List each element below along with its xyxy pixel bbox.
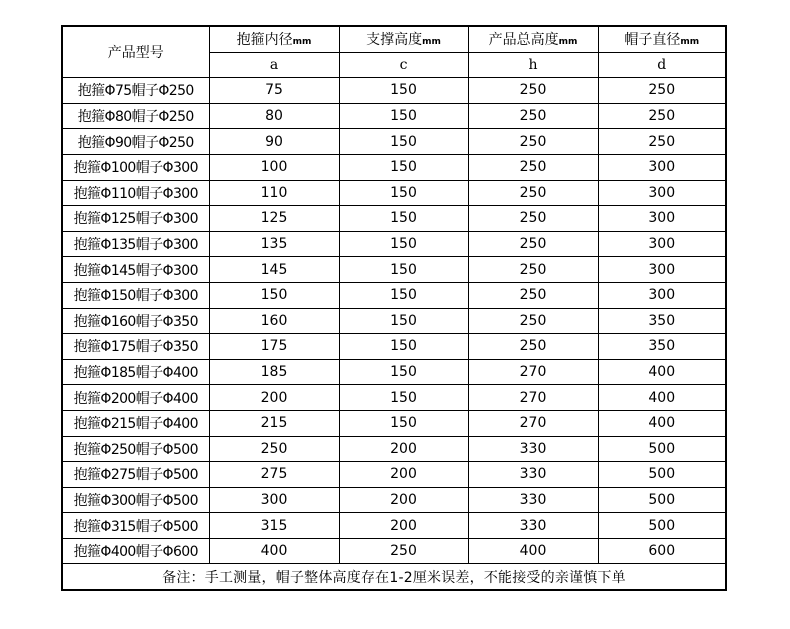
value-cell-c: 150 xyxy=(339,308,468,334)
value-cell-h: 270 xyxy=(468,410,598,436)
value-cell-h: 250 xyxy=(468,180,598,206)
value-cell-a: 145 xyxy=(209,257,339,283)
value-cell-d: 300 xyxy=(598,231,726,257)
value-cell-d: 500 xyxy=(598,487,726,513)
model-cell: 抱箍Φ175帽子Φ350 xyxy=(62,334,209,360)
spec-table-container xyxy=(61,25,725,591)
value-cell-a: 275 xyxy=(209,462,339,488)
value-cell-a: 125 xyxy=(209,206,339,232)
value-cell-a: 200 xyxy=(209,385,339,411)
value-cell-h: 330 xyxy=(468,513,598,539)
model-cell: 抱箍Φ300帽子Φ500 xyxy=(62,487,209,513)
model-cell: 抱箍Φ400帽子Φ600 xyxy=(62,538,209,564)
table-row xyxy=(62,103,726,129)
value-cell-c: 200 xyxy=(339,513,468,539)
table-row xyxy=(62,257,726,283)
value-cell-h: 250 xyxy=(468,231,598,257)
spec-table xyxy=(61,25,727,591)
value-cell-a: 160 xyxy=(209,308,339,334)
value-cell-a: 110 xyxy=(209,180,339,206)
model-cell: 抱箍Φ75帽子Φ250 xyxy=(62,78,209,104)
value-cell-d: 350 xyxy=(598,308,726,334)
value-cell-c: 150 xyxy=(339,206,468,232)
table-row xyxy=(62,462,726,488)
value-cell-h: 250 xyxy=(468,129,598,155)
column-header-c-label: 支撑高度 xyxy=(366,32,423,49)
value-cell-d: 500 xyxy=(598,436,726,462)
value-cell-a: 75 xyxy=(209,78,339,104)
column-header-a-label: 抱箍内径 xyxy=(236,32,293,49)
column-header-h xyxy=(468,26,598,52)
value-cell-d: 300 xyxy=(598,180,726,206)
value-cell-c: 150 xyxy=(339,180,468,206)
model-cell: 抱箍Φ100帽子Φ300 xyxy=(62,154,209,180)
model-cell: 抱箍Φ125帽子Φ300 xyxy=(62,206,209,232)
table-row xyxy=(62,231,726,257)
table-row xyxy=(62,487,726,513)
value-cell-c: 150 xyxy=(339,410,468,436)
table-row xyxy=(62,154,726,180)
header-row-labels xyxy=(62,26,726,52)
value-cell-c: 200 xyxy=(339,487,468,513)
column-header-d-label: 帽子直径 xyxy=(624,32,681,49)
value-cell-d: 500 xyxy=(598,462,726,488)
value-cell-d: 250 xyxy=(598,129,726,155)
value-cell-d: 600 xyxy=(598,538,726,564)
column-header-a-unit: mm xyxy=(292,37,312,48)
column-symbol-c: c xyxy=(339,52,468,78)
table-row xyxy=(62,180,726,206)
model-cell: 抱箍Φ215帽子Φ400 xyxy=(62,410,209,436)
value-cell-a: 185 xyxy=(209,359,339,385)
value-cell-h: 270 xyxy=(468,385,598,411)
value-cell-a: 90 xyxy=(209,129,339,155)
table-row xyxy=(62,78,726,104)
model-cell: 抱箍Φ80帽子Φ250 xyxy=(62,103,209,129)
column-header-d-unit: mm xyxy=(680,37,700,48)
value-cell-h: 250 xyxy=(468,103,598,129)
model-cell: 抱箍Φ160帽子Φ350 xyxy=(62,308,209,334)
value-cell-c: 200 xyxy=(339,462,468,488)
table-row xyxy=(62,282,726,308)
value-cell-a: 315 xyxy=(209,513,339,539)
value-cell-a: 400 xyxy=(209,538,339,564)
model-cell: 抱箍Φ275帽子Φ500 xyxy=(62,462,209,488)
value-cell-d: 400 xyxy=(598,385,726,411)
value-cell-h: 330 xyxy=(468,487,598,513)
value-cell-a: 100 xyxy=(209,154,339,180)
model-cell: 抱箍Φ200帽子Φ400 xyxy=(62,385,209,411)
value-cell-h: 250 xyxy=(468,282,598,308)
column-symbol-d: d xyxy=(598,52,726,78)
value-cell-h: 330 xyxy=(468,436,598,462)
table-row xyxy=(62,385,726,411)
value-cell-a: 135 xyxy=(209,231,339,257)
table-row xyxy=(62,538,726,564)
value-cell-d: 400 xyxy=(598,410,726,436)
value-cell-h: 250 xyxy=(468,78,598,104)
value-cell-c: 150 xyxy=(339,103,468,129)
value-cell-h: 250 xyxy=(468,206,598,232)
column-header-d xyxy=(598,26,726,52)
table-row xyxy=(62,436,726,462)
table-row xyxy=(62,129,726,155)
model-cell: 抱箍Φ250帽子Φ500 xyxy=(62,436,209,462)
model-cell: 抱箍Φ145帽子Φ300 xyxy=(62,257,209,283)
column-symbol-a: a xyxy=(209,52,339,78)
value-cell-h: 250 xyxy=(468,308,598,334)
value-cell-c: 150 xyxy=(339,257,468,283)
table-row xyxy=(62,513,726,539)
note-row xyxy=(62,564,726,590)
column-header-c-unit: mm xyxy=(422,37,441,48)
spec-table-body xyxy=(62,78,726,564)
column-symbol-h: h xyxy=(468,52,598,78)
table-row xyxy=(62,410,726,436)
value-cell-a: 250 xyxy=(209,436,339,462)
value-cell-c: 150 xyxy=(339,359,468,385)
value-cell-a: 80 xyxy=(209,103,339,129)
value-cell-d: 250 xyxy=(598,78,726,104)
model-header: 产品型号 xyxy=(62,26,209,78)
value-cell-c: 150 xyxy=(339,385,468,411)
value-cell-d: 400 xyxy=(598,359,726,385)
value-cell-a: 150 xyxy=(209,282,339,308)
column-header-h-unit: mm xyxy=(558,37,578,48)
value-cell-c: 150 xyxy=(339,129,468,155)
model-cell: 抱箍Φ110帽子Φ300 xyxy=(62,180,209,206)
value-cell-d: 350 xyxy=(598,334,726,360)
value-cell-c: 200 xyxy=(339,436,468,462)
value-cell-h: 330 xyxy=(468,462,598,488)
table-row xyxy=(62,308,726,334)
table-row xyxy=(62,334,726,360)
value-cell-c: 250 xyxy=(339,538,468,564)
model-cell: 抱箍Φ315帽子Φ500 xyxy=(62,513,209,539)
value-cell-a: 175 xyxy=(209,334,339,360)
value-cell-a: 300 xyxy=(209,487,339,513)
value-cell-d: 300 xyxy=(598,282,726,308)
column-header-h-label: 产品总高度 xyxy=(488,32,559,49)
note-text: 备注：手工测量，帽子整体高度存在1-2厘米误差，不能接受的亲谨慎下单 xyxy=(62,564,726,590)
column-header-c xyxy=(339,26,468,52)
model-cell: 抱箍Φ135帽子Φ300 xyxy=(62,231,209,257)
value-cell-d: 300 xyxy=(598,154,726,180)
value-cell-d: 500 xyxy=(598,513,726,539)
value-cell-h: 250 xyxy=(468,257,598,283)
value-cell-d: 300 xyxy=(598,206,726,232)
table-row xyxy=(62,206,726,232)
value-cell-c: 150 xyxy=(339,334,468,360)
table-row xyxy=(62,359,726,385)
value-cell-h: 270 xyxy=(468,359,598,385)
value-cell-c: 150 xyxy=(339,154,468,180)
value-cell-h: 250 xyxy=(468,334,598,360)
model-cell: 抱箍Φ185帽子Φ400 xyxy=(62,359,209,385)
value-cell-h: 250 xyxy=(468,154,598,180)
value-cell-c: 150 xyxy=(339,231,468,257)
value-cell-d: 300 xyxy=(598,257,726,283)
model-cell: 抱箍Φ90帽子Φ250 xyxy=(62,129,209,155)
value-cell-h: 400 xyxy=(468,538,598,564)
model-cell: 抱箍Φ150帽子Φ300 xyxy=(62,282,209,308)
value-cell-a: 215 xyxy=(209,410,339,436)
value-cell-c: 150 xyxy=(339,78,468,104)
value-cell-d: 250 xyxy=(598,103,726,129)
column-header-a xyxy=(209,26,339,52)
value-cell-c: 150 xyxy=(339,282,468,308)
